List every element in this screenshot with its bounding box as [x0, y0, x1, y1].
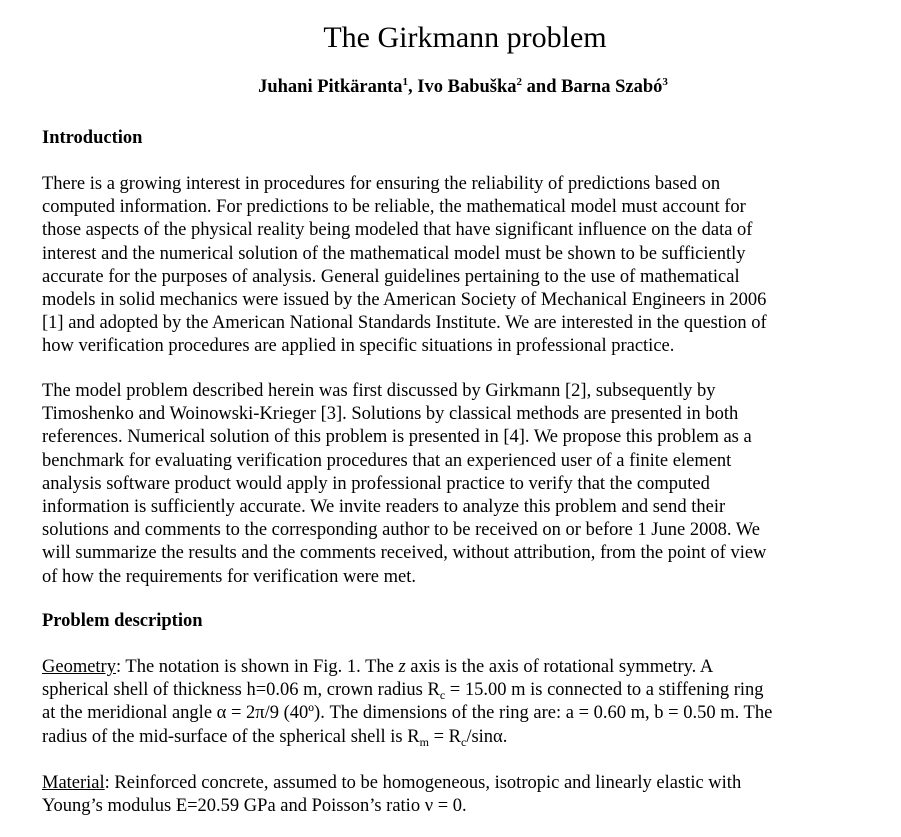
section-heading-problem-description: Problem description [42, 611, 203, 631]
text-line: how verification procedures are applied in specific situations in professional practice. [42, 336, 675, 357]
material-label: Material [42, 773, 105, 793]
affiliation-mark: 1 [402, 76, 409, 88]
affiliation-mark: 2 [516, 76, 523, 88]
text-line: of how the requirements for verification were met. [42, 566, 416, 587]
text-line: Timoshenko and Woinowski-Krieger [3]. Solutions by classical methods are presented in both [42, 404, 739, 425]
text-line: Young’s modulus E=20.59 GPa and Poisson’s ratio ν = 0. [42, 796, 467, 817]
text-line: at the meridional angle α = 2π/9 (40º). The dimensions of the ring are: a = 0.60 m, b = 0.50 m. The [42, 703, 773, 724]
text-line: will summarize the results and the comments received, without attribution, from the point of view [42, 543, 767, 564]
author-separator: and [522, 77, 562, 97]
z-axis-symbol: z [398, 657, 406, 677]
text-line: accurate for the purposes of analysis. General guidelines pertaining to the use of mathematical [42, 266, 740, 287]
text-run: = 15.00 m is connected to a stiffening ring [445, 680, 764, 701]
text-line: information is sufficiently accurate. We invite readers to analyze this problem and send their [42, 497, 726, 518]
text-run: = R [428, 726, 461, 747]
text-line: benchmark for evaluating verification procedures that an experienced user of a finite element [42, 450, 732, 471]
geometry-label: Geometry [42, 657, 116, 677]
text-run: spherical shell of thickness h=0.06 m, crown radius R [42, 680, 440, 701]
text-run: axis is the axis of rotational symmetry. A [405, 657, 714, 677]
text-line: solutions and comments to the corresponding author to be received on or before 1 June 2008. We [42, 520, 760, 541]
author-separator: , [408, 77, 418, 97]
author-list [0, 74, 901, 100]
text-line: analysis software product would apply in professional practice to verify that the computed [42, 473, 710, 494]
affiliation-mark: 3 [662, 76, 668, 88]
paper-title: The Girkmann problem [323, 21, 607, 54]
intro-paragraph-2 [42, 380, 872, 589]
text-line: [1] and adopted by the American National Standards Institute. We are interested in the question of [42, 313, 767, 334]
intro-paragraph-1 [42, 173, 872, 359]
author-name: Ivo Babuška [417, 77, 517, 97]
text-line: those aspects of the physical reality being modeled that have significant influence on the data of [42, 220, 753, 241]
section-heading-introduction: Introduction [42, 128, 143, 148]
text-line [42, 656, 872, 679]
text-line [42, 679, 872, 702]
text-line: references. Numerical solution of this problem is presented in [4]. We propose this problem as a [42, 427, 752, 448]
text-line [42, 772, 872, 795]
author-name: Barna Szabó [561, 77, 663, 97]
text-line [42, 726, 872, 749]
subscript: m [419, 734, 429, 749]
text-line: The model problem described herein was first discussed by Girkmann [2], subsequently by [42, 381, 716, 401]
text-line: models in solid mechanics were issued by the American Society of Mechanical Engineers in 2006 [42, 290, 767, 311]
material-paragraph [42, 772, 872, 818]
author-name: Juhani Pitkäranta [258, 77, 403, 97]
subscript: c [460, 734, 467, 749]
text-run: : The notation is shown in Fig. 1. The [115, 657, 399, 677]
text-line: There is a growing interest in procedures for ensuring the reliability of predictions based on [42, 174, 721, 194]
text-run: : Reinforced concrete, assumed to be homogeneous, isotropic and linearly elastic with [104, 773, 742, 793]
text-line: computed information. For predictions to be reliable, the mathematical model must account for [42, 197, 746, 218]
geometry-paragraph [42, 656, 872, 749]
text-run: /sinα. [466, 726, 508, 747]
text-line: interest and the numerical solution of the mathematical model must be shown to be sufficiently [42, 243, 746, 264]
text-run: radius of the mid-surface of the spherical shell is R [42, 726, 420, 747]
subscript: c [439, 688, 446, 703]
